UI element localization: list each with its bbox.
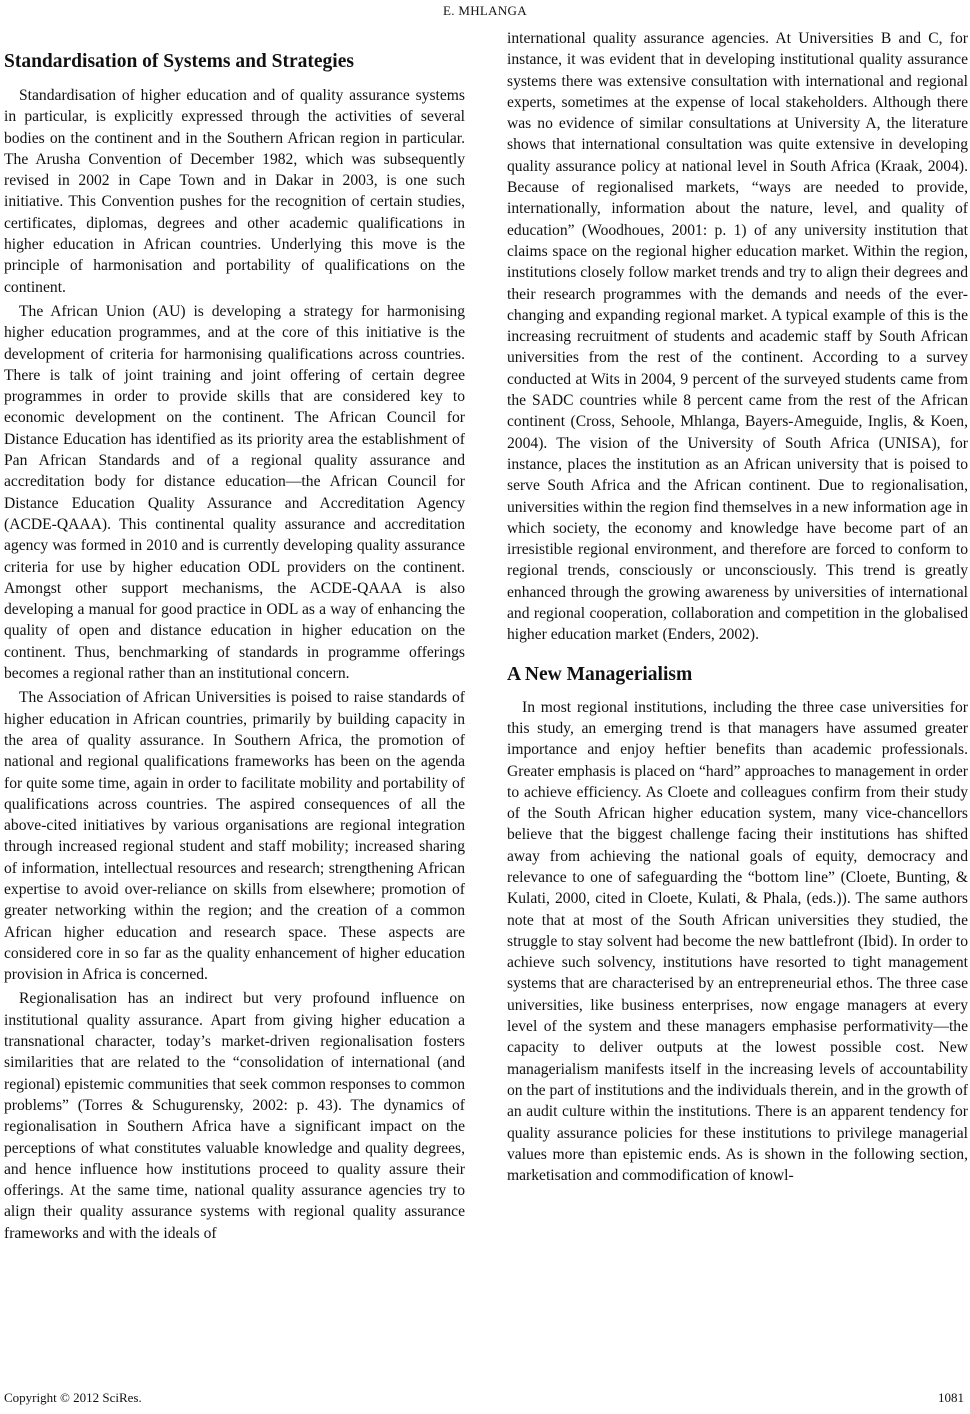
section-heading-standardisation: Standardisation of Systems and Strategies (4, 51, 354, 72)
body-paragraph: Regionalisation has an indirect but very profound influence on institutional quality assurance. Apart from giving higher education a transnational character, today’s market-driven regionalisation fosters similarities that are related to the “consolidation of international (and regional) epistemic communities that seek common responses to common problems” (Torres & Schugurensky, 2002: p. 43). The dynamics of regionalisation in Southern Africa have a significant impact on the perceptions of what constitutes valuable knowledge and quality degrees, and hence influence how institutions proceed to quality assure their offerings. At the same time, national quality assurance agencies try to align their quality assurance systems with regional quality assurance frameworks and with the ideals of (4, 990, 465, 1242)
left-column (4, 40, 465, 1247)
page-number: 1081 (938, 1390, 964, 1405)
body-paragraph: The Association of African Universities is poised to raise standards of higher education in African countries, primarily by building capacity in the area of quality assurance. In Southern Africa, the promotion of national and regional qualifications frameworks has been on the agenda for quite some time, again in order to facilitate mobility and portability of qualifications across countries. The aspired consequences of all the above-cited initiatives by various organisations are regional integration through increased regional student and staff mobility; increased sharing of information, intellectual resources and research; strengthening African expertise to avoid over-reliance on skills from elsewhere; promotion of greater networking within the region; and the creation of a common African higher education and research space. These aspects are considered core in so far as the quality enhancement of higher education provision in Africa is concerned. (4, 689, 465, 984)
body-paragraph-continued: international quality assurance agencies. At Universities B and C, for instance, it was evident that in developing institutional quality assurance systems there was extensive consultation with international and regional experts, sometimes at the expense of local stakeholders. Although there was no evidence of similar consultations at University A, the literature shows that international consultation was quite extensive in developing quality assurance policy at national level in South Africa (Kraak, 2004). Because of regionalised markets, “ways are needed to provide, internationally, information about the nature, level, and quality of education” (Woodhoues, 2001: p. 1) of any university institution that claims space on the regional higher education market. Within the region, institutions closely follow market trends and try to align their degrees and their research programmes with the demands and needs of the ever-changing and expanding regional market. A typical example of this is the increasing recruitment of students and academic staff by South African universities from the rest of the continent. According to a survey conducted at Wits in 2004, 9 percent of the surveyed students came from the SADC countries while 8 percent came from the rest of the African continent (Cross, Sehoole, Mhlanga, Bayers-Ameguide, Inglis, & Koen, 2004). The vision of the University of South Africa (UNISA), for instance, places the institution as an African university that is poised to serve South Africa and the African continent. Due to regionalisation, universities within the region find themselves in a new information age in which society, the economy and knowledge have become part of an irresistible regional environment, and therefore are forced to conform to regional trends, consciously or unconsciously. This trend is greatly enhanced through the growing awareness by universities of international and regional cooperation, collaboration and competition in the globalised higher education market (Enders, 2002). (507, 30, 968, 644)
section-heading-new-managerialism: A New Managerialism (507, 663, 693, 685)
copyright-notice: Copyright © 2012 SciRes. (4, 1390, 142, 1405)
body-paragraph: Standardisation of higher education and of quality assurance systems in particular, is explicitly expressed through the activities of several bodies on the continent and in the Southern African region in particular. The Arusha Convention of December 1982, which was subsequently revised in 2002 in Cape Town and in Dakar in 2003, is one such initiative. This Convention pushes for the recognition of certain studies, certificates, diplomas, degrees and other academic qualifications in higher education in African countries. Underlying this move is the principle of harmonisation and portability of qualifications on the continent. (4, 87, 465, 296)
body-paragraph: The African Union (AU) is developing a strategy for harmonising higher education programmes, and at the core of this initiative is the development of criteria for harmonising qualifications across countries. There is talk of joint training and joint offering of certain degree programmes in order to provide skills that are considered key to economic development on the continent. The African Council for Distance Education has identified as its priority area the establishment of Pan African Standards and of a regional quality assurance and accreditation body for distance education—the African Council for Distance Education Quality Assurance and Accreditation Agency (ACDE-QAAA). This continental quality assurance and accreditation agency was formed in 2010 and is currently developing quality assurance criteria for use by higher education ODL providers on the continent. Amongst other support mechanisms, the ACDE-QAAA is also developing a manual for good practice in ODL as a way of enhancing the quality of open and distance education in higher education on the continent. Thus, benchmarking of standards in programme offerings becomes a regional rather than an institutional concern. (4, 302, 465, 683)
running-head: E. MHLANGA (443, 3, 527, 18)
right-column (507, 28, 968, 1189)
body-paragraph: In most regional institutions, including the three case universities for this study, an emerging trend is that managers have assumed greater importance and enjoy heftier benefits than academic professionals. Greater emphasis is placed on “hard” approaches to management in order to achieve efficiency. As Cloete and colleagues confirm from their study of the South African higher education system, many vice-chancellors believe that the biggest challenge facing their institutions has shifted away from achieving the national goals of equity, democracy and relevance to one of safeguarding the “bottom line” (Cloete, Bunting, & Kulati, 2000, cited in Cloete, Kulati, & Phala, (eds.)). The same authors note that at most of the South African universities they studied, the struggle to stay solvent had become the new battlefront (Ibid). In order to achieve such solvency, institutions have resorted to tight management systems that are characterised by an entrepreneurial ethos. The three case universities, like business enterprises, now engage managers at every level of the system and these managers emphasise performativity—the capacity to deliver outputs at the lowest possible cost. New managerialism manifests itself in the increasing levels of accountability on the part of institutions and the individuals therein, and in the growth of an audit culture within the institutions. There is an apparent tendency for quality assurance policies for these institutions to privilege managerial values more than epistemic ends. As is shown in the following section, marketisation and commodification of knowl- (507, 698, 968, 1185)
